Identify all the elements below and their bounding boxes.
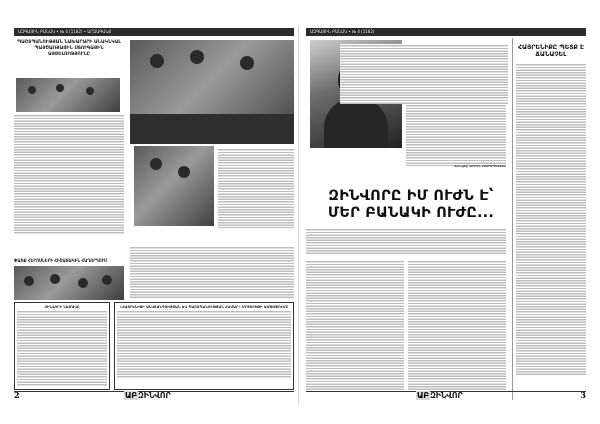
left-photo-memorial (14, 266, 124, 300)
soldier-letter-title: ԶԻՆՎՈՐԻ ՆԱՄԱԿԸ (44, 305, 80, 309)
right-sidebar (512, 38, 586, 400)
contest-summary-text (117, 310, 291, 378)
right-article-column-1 (306, 260, 404, 392)
right-logo (416, 391, 463, 400)
right-big-headline-line-1: ԶԻՆՎՈՐԸ ԻՄ ՈՒԺՆ Է՝ (328, 188, 494, 204)
right-interviewer: Զրուցեց՝ ԱՐՄԵՆ ՀԱՅՐԱՊԵՏՅԱՆ (454, 164, 506, 168)
right-page (306, 28, 586, 400)
left-photo-ceremony (130, 40, 294, 144)
right-intro-italic-2 (406, 104, 506, 166)
left-page-number: 2 (14, 390, 20, 400)
left-logo (124, 391, 171, 400)
left-page (14, 28, 294, 400)
left-subheadline: ՓԱՌՔ ՀԵՐՈՍՆԵՐԻ ՀԻՇԱՏԱԿԻՆ ՀԱՂՈՐԴՈՒՄ (14, 258, 108, 263)
left-article-column-1 (14, 114, 124, 234)
right-logo-mark: ԱԲ (417, 391, 429, 400)
contest-summary-title: «ՀԱՅՐԵՆԻՔԻ ԱՆՎՏԱՆԳՈՒԹՅԱՆ ԵՎ ՊԱՇՏՊԱՆՈՒԹՅԱՆ ՀԱՄԱՐ» ՄՐՑՈՒՅԹԻ ԱՄՓՈՓՈՒՄԸ (119, 305, 289, 309)
left-header-text: ԱԶԳԱՅԻՆ ԲԱՆԱԿ • № 4 (1182) • ԱՐՁԱԳԱՆՔ (18, 29, 112, 34)
right-sidebar-title: ՀԱՅՐԵՆԻՔԸ ՊԵՏՔ Է ՃԱՆԱՉԵԼ (517, 44, 585, 59)
right-header-text: ԱԶԳԱՅԻՆ ԲԱՆԱԿ • № 4 (1182) (310, 29, 375, 34)
left-photo-meeting (16, 78, 120, 112)
right-lead-paragraph (306, 228, 506, 254)
left-logo-text: ԶԻՆՎՈՐ (137, 391, 171, 400)
contest-summary-box (114, 302, 294, 390)
right-article-column-2 (408, 260, 506, 392)
left-logo-mark: ԱԲ (125, 391, 137, 400)
left-article-column-2 (218, 148, 294, 228)
right-big-headline (316, 188, 506, 222)
right-sidebar-text (516, 63, 586, 375)
soldier-letter-text (17, 310, 107, 386)
right-logo-text: ԶԻՆՎՈՐ (429, 391, 463, 400)
right-page-number: 3 (580, 390, 586, 400)
left-article-column-3 (130, 246, 294, 298)
left-photo-officers (134, 146, 214, 226)
left-headline: ՊԱՇՏՊԱՆՈՒԹՅԱՆ ՆԱԽԱՐԱՐԻ ԱՆԱԿՆԿԱԼ ՊԱՅԾԱՌՅԱՑԻՆ ՍՏՈՒԳԱՅԻՆ ԱՅՑԵԼՈՒԹՅՈՒՆԸ (17, 40, 121, 57)
right-big-headline-line-2: ՄԵՐ ԲԱՆԱԿԻ ՈՒԺԸ... (327, 205, 495, 221)
right-intro-italic (340, 44, 508, 104)
soldier-letter-box (14, 302, 110, 390)
spread-fold (298, 26, 299, 404)
